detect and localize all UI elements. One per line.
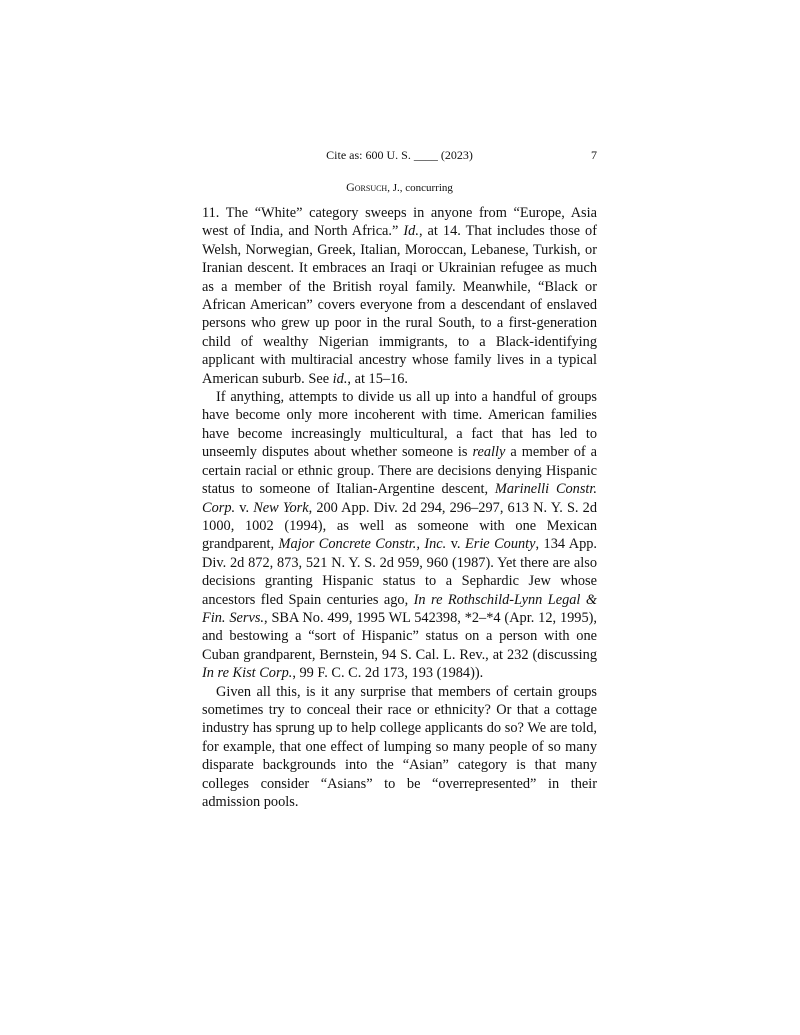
italic-citation: In re Kist Corp. [202,665,293,682]
citation-line: Cite as: 600 U. S. ____ (2023) [326,148,473,162]
paragraph [202,683,597,812]
text-run: Given all this, is it any surprise that members of certain groups sometimes try to conceal their race or ethnicity? Or that a cottage industry has sprung up to help college applicants do so? We are told, for example, that one effect of lumping so many people of so many disparate backgrounds into the “Asian” category is that many colleges consider “Asians” to be “overrepresented” in their admission pools. [202,683,597,810]
page-number: 7 [591,148,597,162]
italic-citation: Id. [403,223,419,240]
italic-citation: New York [253,499,309,516]
text-run: , at 15–16. [347,370,408,387]
italic-citation: id. [332,370,348,387]
text-run: , 99 F. C. C. 2d 173, 193 (1984)). [292,665,484,682]
text-run: , at 14. That includes those of Welsh, Norwegian, Greek, Italian, Moroccan, Lebanese, Turkish, or Iranian descent. It embraces an Iraqi or Ukrainian refugee as much as a member of the British royal family. Meanwhile, “Black or African American” covers everyone from a descendant of enslaved persons who grew up poor in the rural South, to a first-generation child of wealthy Nigerian immigrants, to a Black-identifying applicant with multiracial ancestry whose family lives in a typical American suburb. See [202,223,598,387]
author-suffix: , J., concurring [387,182,453,194]
paragraph [202,204,597,388]
italic-citation: In re Rothschild-Lynn Legal & Fin. Servs. [202,591,597,626]
author-name: Gorsuch [346,180,388,194]
paragraph [202,388,597,683]
italic-citation: Marinelli Constr. Corp. [202,481,597,516]
text-run: , 134 App. Div. 2d 872, 873, 521 N. Y. S. 2d 959, 960 (1987). Yet there are also decisions granting Hispanic status to a Sephardic Jew whose ancestors fled Spain centuries ago, [202,536,597,608]
text-run: a member of a certain racial or ethnic group. There are decisions denying Hispanic status to someone of Italian-Argentine descent, [202,444,597,498]
italic-citation: Major Concrete Constr., Inc. [278,536,447,553]
text-run: , SBA No. 499, 1995 WL 542398, *2–*4 (Apr. 12, 1995), and bestowing a “sort of Hispanic” status on a person with one Cuban grandparent, Bernstein, 94 S. Cal. L. Rev., at 232 (discussing [202,609,597,663]
italic-citation: Erie County [464,536,536,553]
text-run: 11. The “White” category sweeps in anyone from “Europe, Asia west of India, and North Africa.” [202,205,597,240]
text-run: , 200 App. Div. 2d 294, 296–297, 613 N. Y. S. 2d 1000, 1002 (1994), as well as someone with one Mexican grandparent, [202,499,597,553]
opinion-body [202,204,597,811]
text-run: If anything, attempts to divide us all up into a handful of groups have become only more incoherent with time. American families have become increasingly multicultural, a fact that has led to unseemly disputes about whether someone is [202,389,597,461]
text-run: v. [446,536,465,553]
opinion-author-line [202,180,597,195]
text-run: v. [235,499,254,516]
running-header [202,148,597,166]
italic-citation: really [472,444,506,461]
